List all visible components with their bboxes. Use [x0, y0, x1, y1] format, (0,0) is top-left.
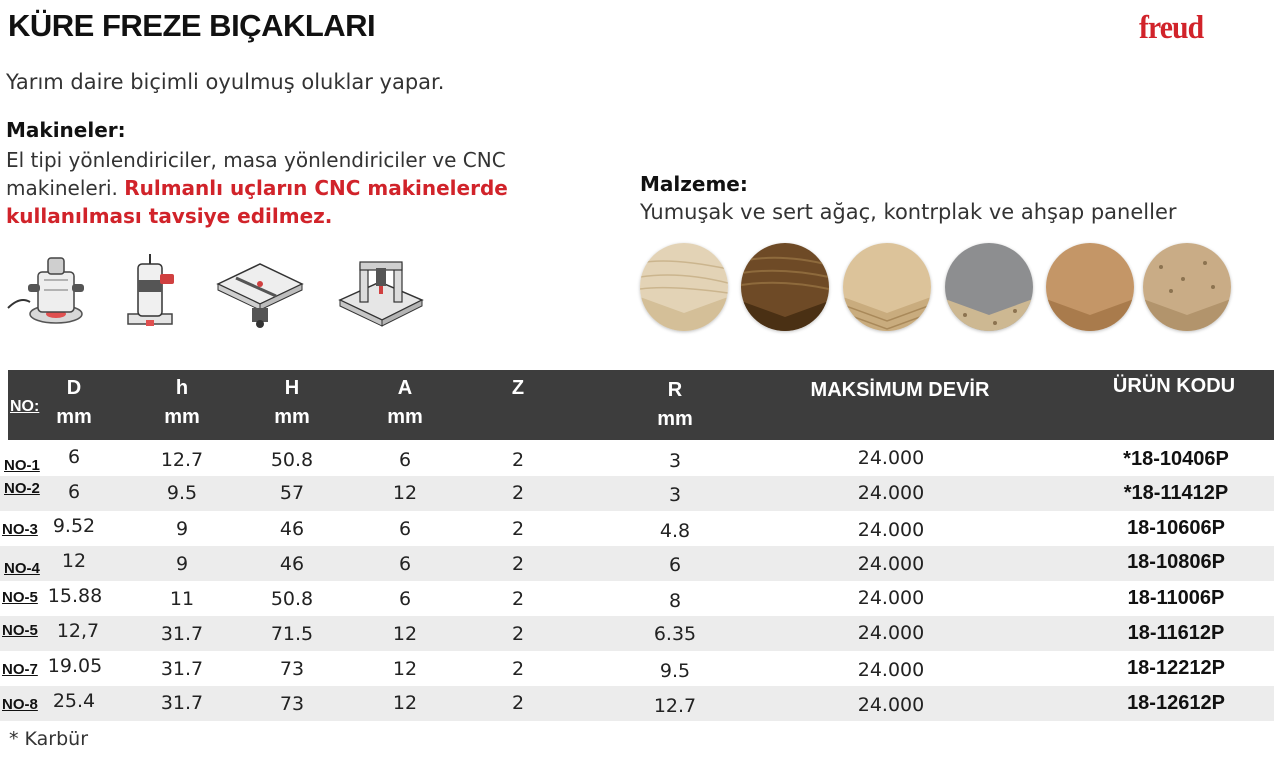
table-row	[0, 651, 1274, 686]
table-row	[0, 686, 1274, 721]
cell-product-code: *18-10406P	[1123, 448, 1229, 470]
cell-D: 15.88	[47, 585, 103, 607]
footnote-carbide: * Karbür	[9, 728, 89, 750]
cell-A: 6	[398, 588, 412, 610]
cell-D: 6	[67, 481, 81, 503]
chipboard-swatch	[1143, 243, 1231, 331]
row-no: NO-3	[2, 521, 38, 538]
cell-h: 31.7	[160, 692, 204, 714]
table-row	[0, 616, 1274, 651]
plywood-swatch	[843, 243, 931, 331]
cell-D: 6	[67, 446, 81, 468]
cell-D: 19.05	[47, 655, 103, 677]
header-A: A mm	[387, 377, 423, 428]
cell-max-rpm: 24.000	[857, 659, 925, 681]
header-D: D mm	[56, 377, 92, 428]
cell-max-rpm: 24.000	[857, 587, 925, 609]
cell-H: 73	[279, 693, 305, 715]
table-row	[0, 546, 1274, 581]
cell-Z: 2	[511, 692, 525, 714]
cell-H: 50.8	[270, 449, 314, 471]
cell-H: 50.8	[270, 588, 314, 610]
cell-product-code: 18-11006P	[1127, 587, 1225, 609]
laminated-chipboard-swatch	[945, 243, 1033, 331]
cell-D: 9.52	[52, 515, 96, 537]
header-H: H mm	[274, 377, 310, 428]
row-no: NO-2	[4, 480, 40, 497]
cell-R: 3	[668, 484, 682, 506]
header-R: R mm	[657, 379, 693, 430]
material-swatches	[640, 243, 1240, 331]
cell-H: 57	[279, 482, 305, 504]
cell-A: 12	[392, 623, 418, 645]
cell-h: 9	[175, 518, 189, 540]
cell-A: 12	[392, 482, 418, 504]
cell-R: 6.35	[653, 623, 697, 645]
cell-Z: 2	[511, 482, 525, 504]
table-row	[0, 511, 1274, 546]
cell-A: 6	[398, 518, 412, 540]
cell-Z: 2	[511, 623, 525, 645]
mdf-swatch	[1046, 243, 1134, 331]
cell-Z: 2	[511, 588, 525, 610]
cell-Z: 2	[511, 518, 525, 540]
cell-max-rpm: 24.000	[857, 553, 925, 575]
cnc-machine-icon	[336, 250, 426, 330]
cell-R: 4.8	[659, 520, 691, 542]
row-no: NO-5	[2, 589, 38, 606]
product-description: Yarım daire biçimli oyulmuş oluklar yapar.	[6, 70, 445, 94]
brand-logo: freud	[1139, 10, 1204, 46]
cell-max-rpm: 24.000	[857, 694, 925, 716]
material-text: Yumuşak ve sert ağaç, kontrplak ve ahşap paneller	[640, 200, 1177, 224]
cell-Z: 2	[511, 553, 525, 575]
row-no: NO-8	[2, 696, 38, 713]
cell-A: 12	[392, 658, 418, 680]
cell-product-code: 18-12212P	[1127, 657, 1225, 679]
row-no: NO-1	[4, 457, 40, 474]
cell-A: 12	[392, 692, 418, 714]
cell-R: 12.7	[653, 695, 697, 717]
hardwood-swatch	[741, 243, 829, 331]
cell-h: 9.5	[166, 482, 198, 504]
cell-product-code: 18-10806P	[1127, 551, 1225, 573]
cell-h: 9	[175, 553, 189, 575]
header-product-code: ÜRÜN KODU	[1112, 375, 1236, 397]
material-label: Malzeme:	[640, 172, 748, 196]
header-Z: Z	[511, 377, 525, 399]
cell-Z: 2	[511, 449, 525, 471]
cell-H: 46	[279, 518, 305, 540]
cell-max-rpm: 24.000	[857, 622, 925, 644]
header-no: NO:	[10, 398, 40, 415]
machines-warning: Rulmanlı uçların CNC makinelerde kullanılması tavsiye edilmez.	[6, 176, 508, 228]
cell-R: 9.5	[659, 660, 691, 682]
header-h: h mm	[164, 377, 200, 428]
cell-h: 12.7	[160, 449, 204, 471]
machine-icons	[6, 250, 426, 330]
softwood-swatch	[640, 243, 728, 331]
table-row	[0, 581, 1274, 616]
cell-R: 3	[668, 450, 682, 472]
cell-h: 31.7	[160, 623, 204, 645]
machines-text	[6, 146, 586, 230]
row-no: NO-5	[2, 622, 38, 639]
cell-product-code: *18-11412P	[1123, 482, 1229, 504]
cell-R: 6	[668, 554, 682, 576]
page-title: KÜRE FREZE BIÇAKLARI	[8, 8, 376, 43]
trim-router-icon	[110, 250, 200, 330]
cell-product-code: 18-12612P	[1127, 692, 1225, 714]
cell-product-code: 18-11612P	[1127, 622, 1225, 644]
cell-A: 6	[398, 553, 412, 575]
table-header	[8, 370, 1274, 440]
cell-h: 31.7	[160, 658, 204, 680]
hand-router-icon	[6, 250, 96, 330]
cell-H: 46	[279, 553, 305, 575]
table-row	[0, 476, 1274, 511]
cell-A: 6	[398, 449, 412, 471]
cell-max-rpm: 24.000	[857, 447, 925, 469]
cell-D: 25.4	[52, 690, 96, 712]
machines-description: El tipi yönlendiriciler, masa yönlendiriciler ve CNC makineleri.	[6, 148, 506, 200]
cell-product-code: 18-10606P	[1127, 517, 1225, 539]
machines-label: Makineler:	[6, 118, 126, 142]
row-no: NO-4	[4, 560, 40, 577]
header-max-rpm: MAKSİMUM DEVİR	[810, 379, 990, 401]
cell-H: 71.5	[270, 623, 314, 645]
cell-D: 12	[61, 550, 87, 572]
cell-h: 11	[169, 588, 195, 610]
router-table-icon	[214, 250, 304, 330]
cell-H: 73	[279, 658, 305, 680]
row-no: NO-7	[2, 661, 38, 678]
table-row	[0, 442, 1274, 477]
cell-Z: 2	[511, 658, 525, 680]
cell-R: 8	[668, 590, 682, 612]
cell-max-rpm: 24.000	[857, 519, 925, 541]
cell-max-rpm: 24.000	[857, 482, 925, 504]
cell-D: 12,7	[56, 620, 100, 642]
